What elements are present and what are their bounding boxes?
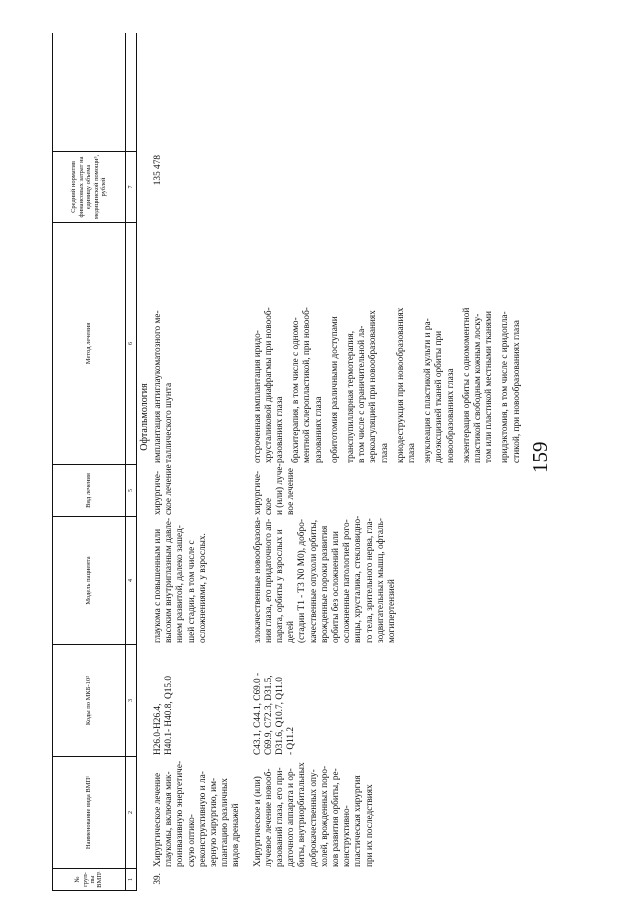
header-patient-model: Модель пациента xyxy=(53,517,125,645)
treatment-method-line: стикой, при новообразованиях глаза xyxy=(511,320,522,463)
vmp-name-line: реконструктивную и ла- xyxy=(197,771,208,867)
column-number: 4 xyxy=(126,517,136,645)
treatment-methods xyxy=(253,223,528,465)
patient-model-line: осложнениями, у взрослых. xyxy=(197,533,208,643)
treatment-method-line: том или пластикой местными тканями xyxy=(484,311,495,463)
icd-codes-line: C69.9, C72.3, D31.5, xyxy=(263,675,274,755)
vmp-name-line: ков развития орбиты, ре- xyxy=(331,768,342,867)
column-number: 1 xyxy=(126,869,136,891)
group-number xyxy=(253,869,528,891)
patient-model-line: осложненные патологией рого- xyxy=(342,519,353,643)
document-page xyxy=(12,33,632,893)
patient-model-line: детей xyxy=(286,620,297,643)
treatment-method-line: новообразованиях глаза xyxy=(445,368,456,463)
vmp-name-line: разований глаза, его при- xyxy=(275,767,286,867)
patient-model-line: парата, орбиты у взрослых и xyxy=(275,529,286,643)
treatment-type xyxy=(253,465,528,517)
treatment-type xyxy=(153,465,243,517)
vmp-name-line: Хирургическое лечение xyxy=(153,772,163,867)
treatment-method-line: криодеструкция при новообразованиях xyxy=(395,307,406,463)
header-treatment-type: Вид лечения xyxy=(53,465,125,517)
treatment-method-line: зеркоагуляцией при новообразованиях xyxy=(368,310,379,463)
treatment-method-line: глаза xyxy=(407,443,418,463)
vmp-name-line: пластическая хирургия xyxy=(353,775,364,867)
patient-model-line: злокачественные новообразова- xyxy=(252,517,263,643)
treatment-method xyxy=(462,225,496,463)
treatment-methods xyxy=(153,223,243,465)
vmp-name-line: конструктивно- xyxy=(342,805,353,867)
column-number: 2 xyxy=(126,757,136,869)
treatment-type-line: и (или) луче- xyxy=(275,463,286,515)
treatment-method-line: ментной склеропластикой, при новооб- xyxy=(302,307,313,463)
vmp-name-line: доброкачественных опу- xyxy=(308,769,319,867)
vmp-name-line: при их последствиях xyxy=(364,784,375,867)
column-number: 6 xyxy=(126,223,136,465)
page-number: 159 xyxy=(528,441,552,473)
icd-codes-line: D31.6, Q10.7, Q11.0 xyxy=(275,677,286,755)
column-number: 3 xyxy=(126,645,136,757)
section-title: Офтальмология xyxy=(139,383,150,451)
vmp-name-line: даточного аппарата и ор- xyxy=(286,768,297,867)
icd-codes-line: H40.1- H40.8, Q15.0 xyxy=(164,675,175,755)
patient-model-line: могипертензией xyxy=(387,579,398,643)
patient-model-line: врожденные пороки развития xyxy=(319,525,330,643)
treatment-method-line: хрусталиковой диафрагмы при новооб- xyxy=(263,307,274,463)
table-body xyxy=(153,33,528,891)
patient-model-line: глаукома с повышенным или xyxy=(153,528,163,643)
vmp-name-line: зерную хирургию, им- xyxy=(209,777,220,867)
patient-model-line: качественные опухоли орбиты, xyxy=(308,519,319,643)
treatment-method-line: глаза xyxy=(379,443,390,463)
patient-model-line: зодвигательных мышц, офталь- xyxy=(375,518,386,643)
treatment-type-line: ское xyxy=(263,497,274,515)
treatment-method xyxy=(291,225,325,463)
treatment-method-line: экзентерация орбиты с одномоментной xyxy=(461,307,472,463)
patient-model-line: нием развитой, далеко зашед- xyxy=(175,525,186,643)
treatment-method-line: иридэктомия, в том числе с иридопла- xyxy=(500,311,511,463)
cost-standard: 135 478 xyxy=(153,155,163,186)
icd-codes-line: H26.0-H26.4, xyxy=(153,703,163,755)
treatment-method-line: транспупиллярная термотерапия, xyxy=(346,330,357,463)
patient-model-line: орбиты без осложнений или xyxy=(331,531,342,643)
treatment-type-line: вое лечение xyxy=(286,468,297,515)
header-treatment-method: Метод лечения xyxy=(53,223,125,465)
treatment-method-line: разованиях глаза xyxy=(275,396,286,463)
treatment-method xyxy=(396,225,418,463)
treatment-method-line: отсроченная имплантация иридо- xyxy=(252,330,263,463)
vmp-name-line: скую оптико- xyxy=(186,814,197,867)
header-cost-standard: Средний норматив финансовых затрат на единицу объема медицинской помощи³, рублей xyxy=(53,151,125,223)
treatment-method-line: в том числе с ограничительной ла- xyxy=(357,325,368,463)
column-number: 7 xyxy=(126,151,136,223)
treatment-method-line: разованиях глаза xyxy=(313,396,324,463)
patient-model xyxy=(253,517,528,645)
treatment-method xyxy=(153,225,175,463)
patient-model xyxy=(153,517,243,645)
vmp-name-line: видов дренажей xyxy=(231,803,242,867)
table-header xyxy=(52,33,126,891)
treatment-type-line: хирургиче- xyxy=(252,470,263,515)
vmp-name-line: Хирургическое и (или) xyxy=(252,776,263,867)
table-row xyxy=(253,33,528,891)
treatment-method-line: имплантация антиглаукоматозного ме- xyxy=(153,310,163,463)
patient-model-line: го тела, зрительного нерва, гла- xyxy=(364,518,375,643)
treatment-method xyxy=(500,225,522,463)
group-number: 39. xyxy=(153,873,163,885)
vmp-table xyxy=(52,33,528,891)
cost-standard xyxy=(253,151,528,223)
treatment-type-line: ское лечение xyxy=(164,464,175,515)
vmp-name-line: глаукомы, включая мик- xyxy=(164,771,175,867)
treatment-method-line: брахитерапия, в том числе с одномо- xyxy=(291,317,302,463)
treatment-method xyxy=(346,225,391,463)
treatment-method xyxy=(253,225,287,463)
column-number: 5 xyxy=(126,465,136,517)
treatment-method-line: пластикой свободным кожным лоску- xyxy=(473,313,484,463)
header-icd-codes: Коды по МКБ-10² xyxy=(53,645,125,757)
icd-codes-line: C43.1, C44.1, C69.0 - xyxy=(252,672,263,755)
patient-model-line: высоким внутриглазным давле- xyxy=(164,517,175,643)
patient-model-line: шей стадии, в том числе с xyxy=(186,540,197,643)
vmp-name-line: холей, врожденных поро- xyxy=(319,765,330,867)
vmp-name-line: роинвазивную энергетиче- xyxy=(175,760,186,867)
icd-codes xyxy=(153,645,243,757)
vmp-name-line: лучевое лечение новооб- xyxy=(263,768,274,867)
treatment-method-line: орбитотомия различными доступами xyxy=(329,316,340,463)
patient-model-line: (стадии T1 - T3 N0 M0), добро- xyxy=(297,519,308,643)
treatment-method-line: диоэксцизией тканей орбиты при xyxy=(434,330,445,463)
header-group-number: № груп-пы ВМП¹ xyxy=(53,869,125,891)
column-number-row xyxy=(126,33,137,891)
table-row xyxy=(153,33,243,891)
icd-codes xyxy=(253,645,528,757)
treatment-method-line: таллического шунта xyxy=(164,382,175,463)
patient-model-line: вицы, хрусталика, стекловидно- xyxy=(353,515,364,643)
vmp-name-line: плантацию различных xyxy=(220,778,231,867)
treatment-method xyxy=(423,225,457,463)
treatment-method-line: энуклеация с пластикой культи и ра- xyxy=(423,318,434,463)
treatment-method xyxy=(330,225,341,463)
vmp-name xyxy=(253,757,528,869)
patient-model-line: ния глаза, его придаточного ап- xyxy=(263,518,274,643)
vmp-name xyxy=(153,757,243,869)
treatment-type-line: хирургиче- xyxy=(153,470,163,515)
vmp-name-line: биты, внутриорбитальных xyxy=(297,762,308,867)
header-vmp-name: Наименование вида ВМП¹ xyxy=(53,757,125,869)
icd-codes-line: - Q11.2 xyxy=(286,726,297,755)
